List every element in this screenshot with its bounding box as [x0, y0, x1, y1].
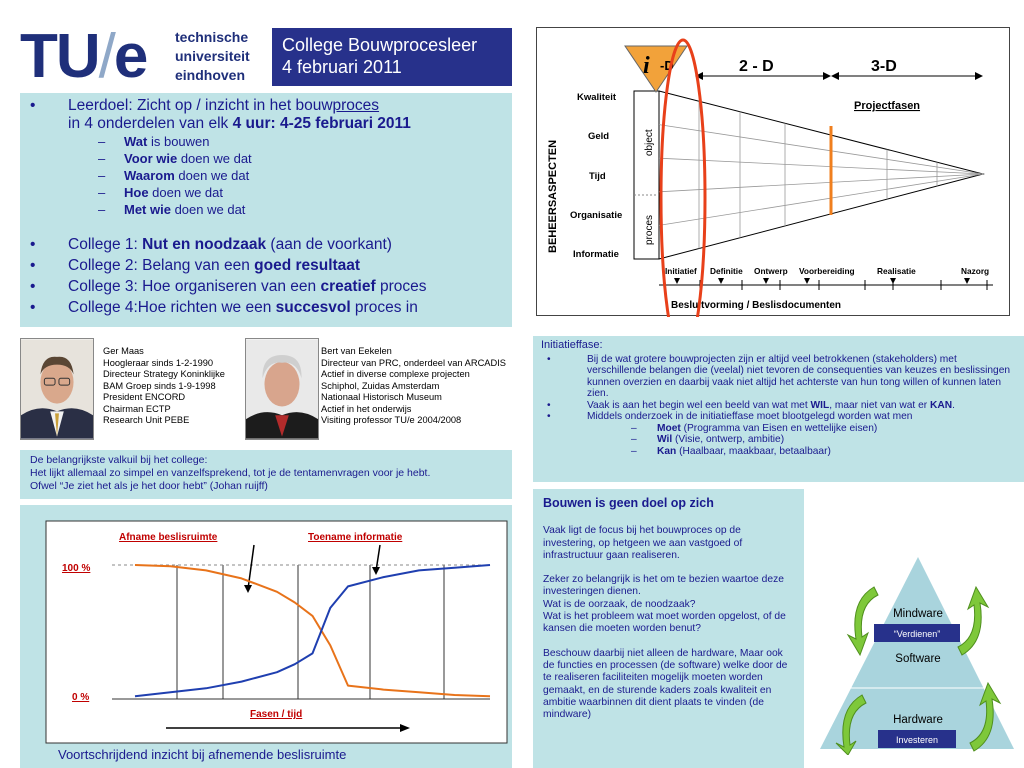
software-label: Software — [895, 653, 941, 665]
graph-panel — [20, 505, 512, 768]
bio-bert-van-eekelen: Bert van Eekelen Directeur van PRC, onderdeel van ARCADIS Actief in diverse complexe projecten Schiphol, Zuidas Amsterdam Nationaal Historisch Museum Actief in het onderwijs Visiting professor TU/e 2004/2008 — [321, 346, 506, 425]
logo-mark: TU/e — [20, 22, 147, 91]
bouwen-title: Bouwen is geen doel op zich — [543, 496, 714, 510]
i-funnel-icon — [625, 46, 687, 92]
aspect-label: Geld — [588, 131, 610, 142]
leerdoel-sub-item: – Met wie doen we dat — [98, 202, 246, 217]
funnel-row-line — [659, 174, 983, 192]
aspect-label: Tijd — [589, 171, 606, 182]
title-box — [272, 28, 512, 86]
investeren-label: Investeren — [895, 735, 939, 745]
beslisdocument-arrow-icon — [964, 278, 970, 284]
title-line-1: College Bouwprocesleer — [282, 35, 478, 55]
object-label: object — [644, 129, 655, 156]
projectfasen-label: Projectfasen — [854, 100, 921, 112]
phase-label: Ontwerp — [754, 266, 788, 276]
beslisdocument-arrow-icon — [890, 278, 896, 284]
init-sub-item: – Moet (Programma van Eisen en wettelijke eisen) — [631, 422, 878, 434]
phase-label: Voorbereiding — [799, 266, 855, 276]
hardware-label: Hardware — [893, 714, 943, 726]
initiatieffase-panel — [533, 336, 1024, 482]
graph-xlabel: Fasen / tijd — [250, 709, 303, 720]
graph-toename-label: Toename informatie — [308, 532, 403, 543]
phase-label: Initiatief — [665, 266, 697, 276]
graph-svg — [20, 505, 512, 768]
leerdoel-sub-item: – Waarom doen we dat — [98, 168, 250, 183]
i-letter: i — [643, 53, 650, 79]
tue-logo — [20, 22, 275, 92]
graph-caption: Voortschrijdend inzicht bij afnemende beslisruimte — [58, 747, 347, 762]
right-upper-arrow-icon — [958, 587, 988, 655]
beslisdocument-arrow-icon — [718, 278, 724, 284]
phase-label: Realisatie — [877, 266, 916, 276]
besluitvorming-label: Besluitvorming / Beslisdocumenten — [671, 300, 842, 311]
leerdoel-line2: in 4 onderdelen van elk 4 uur: 4-25 februari 2011 — [68, 115, 411, 132]
bouwen-panel — [533, 489, 804, 768]
bouwen-p2: Zeker zo belangrijk is het om te bezien waartoe deze investeringen dienen. Wat is de oorzaak, de noodzaak? Wat is het probleem wat moet worden opgelost, of de kansen die moeten worden benut? — [543, 574, 786, 635]
leerdoel-sub-item: – Hoe doen we dat — [98, 185, 224, 200]
beheersaspecten-label: BEHEERSASPECTEN — [547, 139, 559, 253]
leerdoel-sub-item: – Wat is bouwen — [98, 134, 210, 149]
graph-afname-label: Afname beslisruimte — [119, 532, 218, 543]
title-line-2: 4 februari 2011 — [282, 57, 402, 77]
bio-ger-maas: Ger Maas Hoogleraar sinds 1-2-1990 Directeur Strategy Koninklijke BAM Groep sinds 1-9-1998 President ENCORD Chairman ECTP Research Unit PEBE — [103, 346, 225, 425]
funnel-row-line — [659, 174, 983, 225]
init-bullet-2: • Vaak is aan het begin wel een beeld van wat met WIL, maar niet van wat er KAN. — [547, 399, 955, 411]
college-item: • College 3: Hoe organiseren van een creatief proces — [30, 278, 427, 295]
beslisdocument-arrow-icon — [804, 278, 810, 284]
three-d-label: 3-D — [871, 58, 897, 75]
proces-label: proces — [644, 214, 655, 245]
init-bullet-1: • Bij de wat grotere bouwprojecten zijn er altijd veel betrokkenen (stakeholders) met verschillende belangen die (veelal) niet tevoren de consequenties van keuzes en beslissingen kunnen overzien en daarbij vaak niet altijd het achterste van hun tong willen of kunnen laten zien. — [547, 353, 1011, 399]
aspect-label: Organisatie — [570, 210, 623, 221]
beslisdocument-arrow-icon — [674, 278, 680, 284]
leerdoel-panel — [20, 93, 512, 327]
valkuil-panel: De belangrijkste valkuil bij het college: Het lijkt allemaal zo simpel en vanzelfsprekend, tot je de tentamenvragen voor je hebt. Ofwel “Je ziet het als je het door hebt” (Johan ruijff) — [20, 450, 512, 499]
ware-triangle — [812, 555, 1024, 755]
phase-label: Nazorg — [961, 266, 990, 276]
mindware-label: Mindware — [893, 608, 943, 620]
photo-bert-van-eekelen — [245, 338, 319, 440]
bouwen-p3: Beschouw daarbij niet alleen de hardware, Maar ook de functies en processen (de software) welke door de te realiseren faciliteiten mogelijk moeten worden gemaakt, en de sturende kaders zoals kwaliteit en ambitie waarbinnen dit dient plaats te vinden (de mindware) — [543, 647, 788, 721]
graph-y0: 0 % — [72, 692, 90, 703]
aspect-label: Kwaliteit — [577, 92, 617, 103]
triangle-svg — [812, 555, 1024, 755]
college-item: • College 2: Belang van een goed resultaat — [30, 257, 361, 274]
i-suffix: -D — [660, 58, 674, 73]
aspect-label: Informatie — [573, 249, 619, 260]
init-sub-item: – Wil (Visie, ontwerp, ambitie) — [631, 434, 785, 445]
init-bullet-3: • Middels onderzoek in de initiatieffase moet blootgelegd worden wat men — [547, 411, 913, 422]
photo-ger-maas — [20, 338, 94, 440]
beheersaspecten-diagram — [536, 27, 1010, 316]
leerdoel-bullet: • Leerdoel: Zicht op / inzicht in het bouwproces — [30, 97, 380, 114]
verdienen-label: “Verdienen” — [893, 629, 941, 639]
college-item: • College 1: Nut en noodzaak (aan de voorkant) — [30, 236, 392, 253]
graph-y100: 100 % — [62, 563, 91, 574]
logo-text: technische universiteit eindhoven — [175, 29, 250, 83]
init-sub-item: – Kan (Haalbaar, maakbaar, betaalbaar) — [631, 445, 831, 457]
funnel — [659, 91, 983, 259]
beslisdocument-arrow-icon — [763, 278, 769, 284]
phase-label: Definitie — [710, 266, 743, 276]
init-title: Initiatieffase: — [541, 339, 603, 351]
funnel-row-line — [659, 158, 983, 174]
diagram-svg — [537, 28, 1011, 317]
leerdoel-sub-item: – Voor wie doen we dat — [98, 151, 252, 166]
two-d-label: 2 - D — [739, 58, 774, 75]
bouwen-p1: Vaak ligt de focus bij het bouwproces op de investering, op hetgeen we aan vastgoed of infrastructuur gaan realiseren. — [543, 525, 743, 561]
college-item: • College 4:Hoe richten we een succesvol proces in — [30, 299, 418, 316]
